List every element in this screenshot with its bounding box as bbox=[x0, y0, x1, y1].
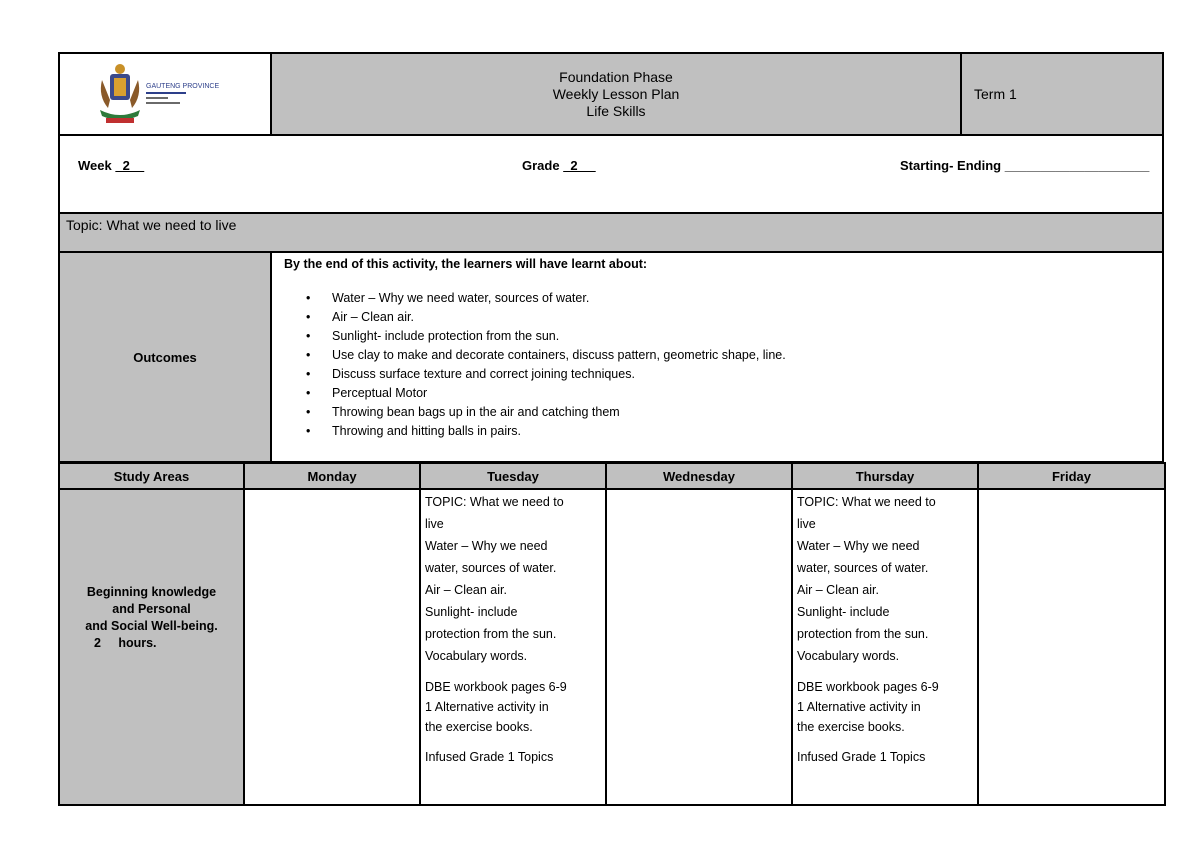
thursday-cell bbox=[792, 489, 978, 805]
header-friday: Friday bbox=[978, 463, 1165, 489]
page-title bbox=[553, 69, 680, 120]
study-area-line: and Personal bbox=[112, 601, 191, 616]
header-thursday: Thursday bbox=[792, 463, 978, 489]
title-line-phase: Foundation Phase bbox=[559, 68, 673, 85]
header-tuesday: Tuesday bbox=[420, 463, 606, 489]
study-area-hours: 2 hours. bbox=[94, 635, 157, 650]
outcomes-intro: By the end of this activity, the learners will have learnt about: bbox=[284, 257, 648, 271]
thursday-line: live bbox=[797, 517, 816, 531]
tuesday-note: 1 Alternative activity in bbox=[425, 700, 549, 714]
list-item: • Sunlight- include protection from the sun. bbox=[332, 327, 1150, 346]
logo-cell bbox=[58, 52, 272, 136]
thursday-line: Vocabulary words. bbox=[797, 649, 900, 663]
tuesday-line: Vocabulary words. bbox=[425, 649, 528, 663]
thursday-line: Air – Clean air. bbox=[797, 583, 879, 597]
term-label: Term 1 bbox=[974, 86, 1017, 102]
starting-ending-value: ____________________ bbox=[1004, 158, 1150, 173]
schedule-table bbox=[58, 462, 1166, 806]
gauteng-coat-of-arms-logo bbox=[80, 60, 220, 130]
table-row bbox=[59, 489, 1165, 805]
thursday-line: TOPIC: What we need to bbox=[797, 495, 936, 509]
thursday-line: protection from the sun. bbox=[797, 627, 929, 641]
study-area-line: Beginning knowledge bbox=[86, 584, 217, 599]
thursday-note: the exercise books. bbox=[797, 720, 905, 734]
starting-ending-label: Starting- Ending bbox=[900, 158, 1005, 173]
header-study-areas: Study Areas bbox=[59, 463, 244, 489]
grade-value: 2 bbox=[563, 158, 596, 173]
outcomes-label: Outcomes bbox=[133, 349, 197, 365]
thursday-note: 1 Alternative activity in bbox=[797, 700, 921, 714]
grade-label: Grade bbox=[522, 158, 564, 173]
topic-row bbox=[58, 212, 1164, 253]
tuesday-line: protection from the sun. bbox=[425, 627, 557, 641]
monday-cell bbox=[244, 489, 420, 805]
list-item: • Perceptual Motor bbox=[332, 384, 1150, 403]
tuesday-line: water, sources of water. bbox=[425, 561, 557, 575]
tuesday-cell bbox=[420, 489, 606, 805]
title-cell bbox=[270, 52, 962, 136]
list-item: • Throwing bean bags up in the air and catching them bbox=[332, 403, 1150, 422]
table-header-row bbox=[59, 463, 1165, 489]
thursday-note: DBE workbook pages 6-9 bbox=[797, 680, 939, 694]
tuesday-line: Water – Why we need bbox=[425, 539, 548, 553]
grade-field bbox=[522, 158, 596, 173]
list-item: • Throwing and hitting balls in pairs. bbox=[332, 422, 1150, 441]
title-line-subject: Life Skills bbox=[586, 102, 646, 119]
outcomes-label-cell bbox=[58, 251, 272, 463]
topic-label: Topic: What we need to live bbox=[66, 217, 237, 233]
outcomes-body bbox=[270, 251, 1164, 463]
header-wednesday: Wednesday bbox=[606, 463, 792, 489]
tuesday-note: DBE workbook pages 6-9 bbox=[425, 680, 567, 694]
wednesday-cell bbox=[606, 489, 792, 805]
study-area-cell bbox=[59, 489, 244, 805]
week-label: Week bbox=[78, 158, 116, 173]
week-field bbox=[78, 158, 144, 173]
week-grade-row bbox=[58, 134, 1164, 214]
outcomes-list bbox=[284, 289, 1150, 441]
thursday-footer: Infused Grade 1 Topics bbox=[797, 750, 926, 764]
svg-text:GAUTENG PROVINCE: GAUTENG PROVINCE bbox=[146, 83, 220, 90]
tuesday-line: live bbox=[425, 517, 444, 531]
study-area-line: and Social Well-being. bbox=[85, 618, 218, 633]
tuesday-line: TOPIC: What we need to bbox=[425, 495, 564, 509]
list-item: • Discuss surface texture and correct joining techniques. bbox=[332, 365, 1150, 384]
thursday-line: water, sources of water. bbox=[797, 561, 929, 575]
tuesday-note: the exercise books. bbox=[425, 720, 533, 734]
starting-ending-field bbox=[900, 158, 1149, 173]
thursday-line: Water – Why we need bbox=[797, 539, 920, 553]
term-cell bbox=[960, 52, 1164, 136]
week-value: 2 bbox=[115, 158, 145, 173]
thursday-line: Sunlight- include bbox=[797, 605, 890, 619]
tuesday-line: Air – Clean air. bbox=[425, 583, 507, 597]
list-item: • Air – Clean air. bbox=[332, 308, 1150, 327]
title-line-plan: Weekly Lesson Plan bbox=[552, 85, 680, 102]
friday-cell bbox=[978, 489, 1165, 805]
tuesday-line: Sunlight- include bbox=[425, 605, 518, 619]
list-item: • Use clay to make and decorate containers, discuss pattern, geometric shape, line. bbox=[332, 346, 1150, 365]
tuesday-footer: Infused Grade 1 Topics bbox=[425, 750, 554, 764]
header-monday: Monday bbox=[244, 463, 420, 489]
list-item: • Water – Why we need water, sources of water. bbox=[332, 289, 1150, 308]
